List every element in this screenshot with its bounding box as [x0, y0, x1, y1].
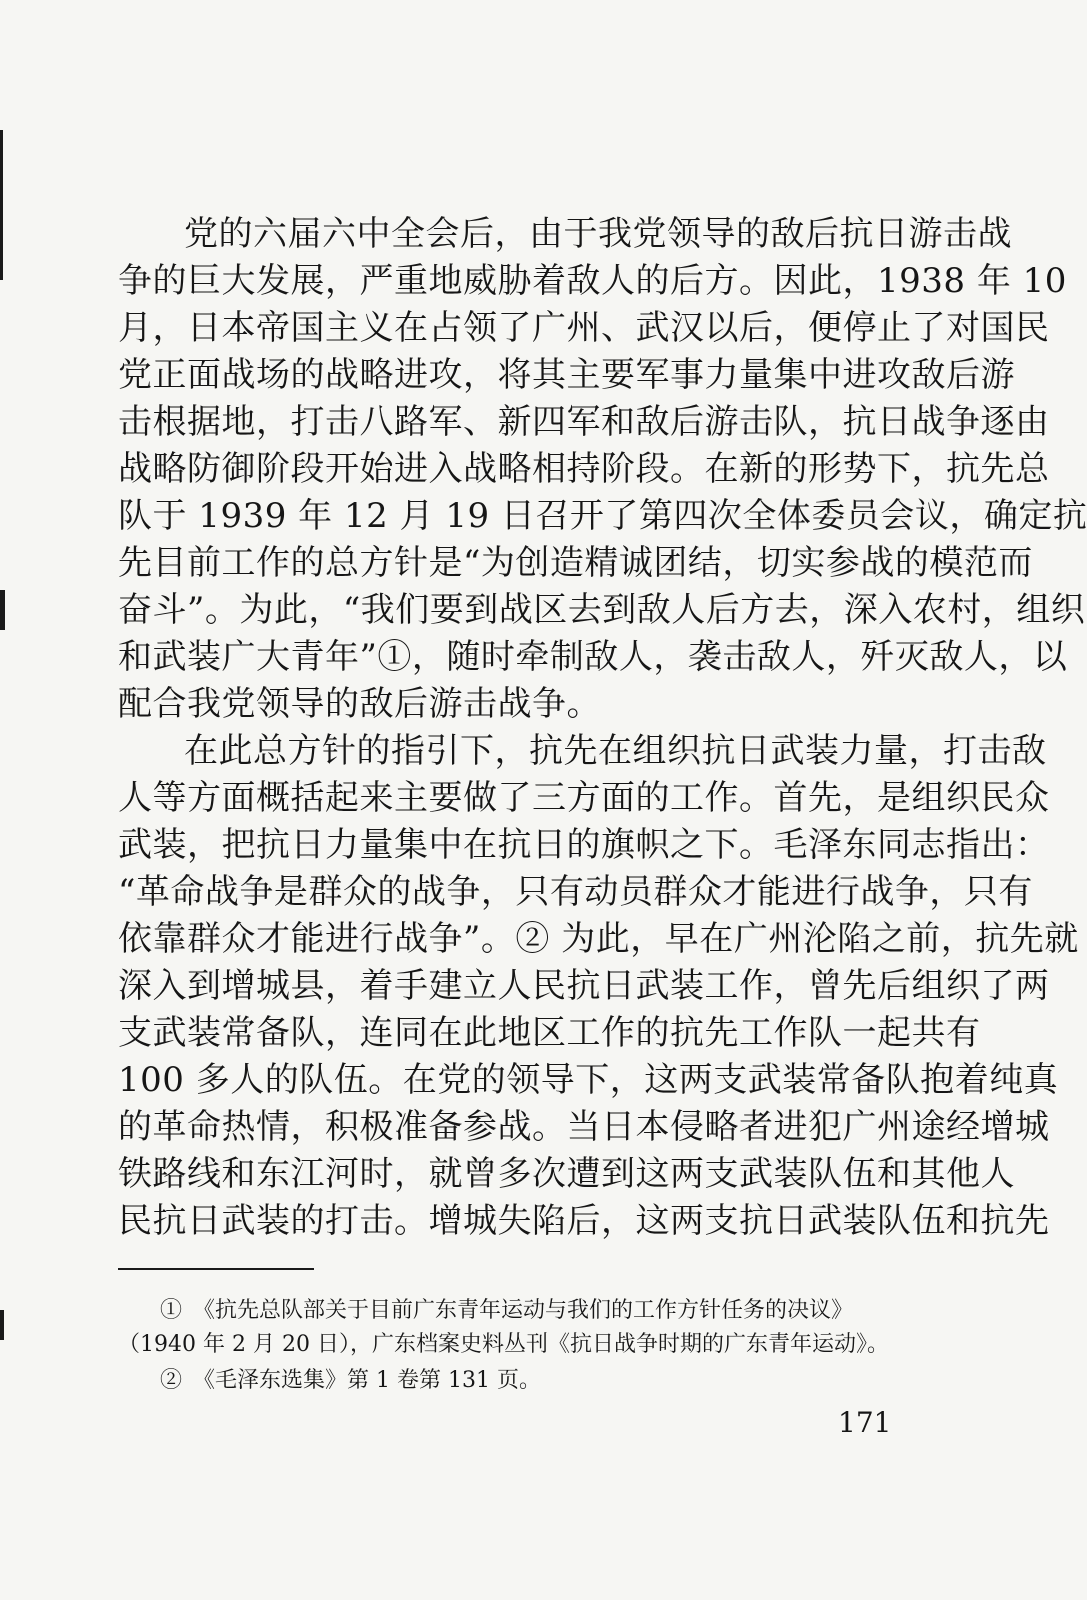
text-line: “革命战争是群众的战争，只有动员群众才能进行战争，只有 — [118, 872, 1033, 912]
text-line: 支武装常备队，连同在此地区工作的抗先工作队一起共有 — [118, 1013, 981, 1053]
footnote-divider — [118, 1268, 314, 1270]
text-line: 先目前工作的总方针是“为创造精诚团结，切实参战的模范而 — [118, 543, 1033, 583]
text-line: 和武装广大青年”①，随时牵制敌人，袭击敌人，歼灭敌人，以 — [118, 637, 1068, 677]
text-line: 奋斗”。为此，“我们要到战区去到敌人后方去，深入农村，组织 — [118, 590, 1086, 630]
footnote-2: ② 《毛泽东选集》第 1 卷第 131 页。 — [160, 1368, 541, 1393]
text-line: 党正面战场的战略进攻，将其主要军事力量集中进攻敌后游 — [118, 355, 1015, 395]
text-line: 争的巨大发展，严重地威胁着敌人的后方。因此，1938 年 10 — [118, 261, 1067, 301]
text-line: 武装，把抗日力量集中在抗日的旗帜之下。毛泽东同志指出： — [118, 825, 1050, 865]
text-line: 的革命热情，积极准备参战。当日本侵略者进犯广州途经增城 — [118, 1107, 1050, 1147]
text-line: 队于 1939 年 12 月 19 日召开了第四次全体委员会议，确定抗 — [118, 496, 1087, 536]
text-line: 民抗日武装的打击。增城失陷后，这两支抗日武装队伍和抗先 — [118, 1201, 1050, 1241]
scan-edge-mark — [0, 1310, 4, 1340]
text-line: 在此总方针的指引下，抗先在组织抗日武装力量，打击敌 — [184, 731, 1047, 771]
text-line: 人等方面概括起来主要做了三方面的工作。首先，是组织民众 — [118, 778, 1050, 818]
text-line: 铁路线和东江河时，就曾多次遭到这两支武装队伍和其他人 — [118, 1154, 1015, 1194]
text-line: 月，日本帝国主义在占领了广州、武汉以后，便停止了对国民 — [118, 308, 1050, 348]
page-number: 171 — [838, 1406, 892, 1439]
text-line: 依靠群众才能进行战争”。② 为此，早在广州沦陷之前，抗先就 — [118, 919, 1079, 959]
text-line: 100 多人的队伍。在党的领导下，这两支武装常备队抱着纯真 — [118, 1060, 1059, 1100]
text-line: 配合我党领导的敌后游击战争。 — [118, 684, 601, 724]
text-line: 党的六届六中全会后，由于我党领导的敌后抗日游击战 — [184, 214, 1012, 254]
footnote-1-continued: （1940 年 2 月 20 日），广东档案史料丛刊《抗日战争时期的广东青年运动》。 — [118, 1332, 889, 1357]
text-line: 击根据地，打击八路军、新四军和敌后游击队，抗日战争逐由 — [118, 402, 1050, 442]
text-line: 深入到增城县，着手建立人民抗日武装工作，曾先后组织了两 — [118, 966, 1050, 1006]
footnote-1: ① 《抗先总队部关于目前广东青年运动与我们的工作方针任务的决议》 — [160, 1298, 854, 1323]
text-line: 战略防御阶段开始进入战略相持阶段。在新的形势下，抗先总 — [118, 449, 1050, 489]
